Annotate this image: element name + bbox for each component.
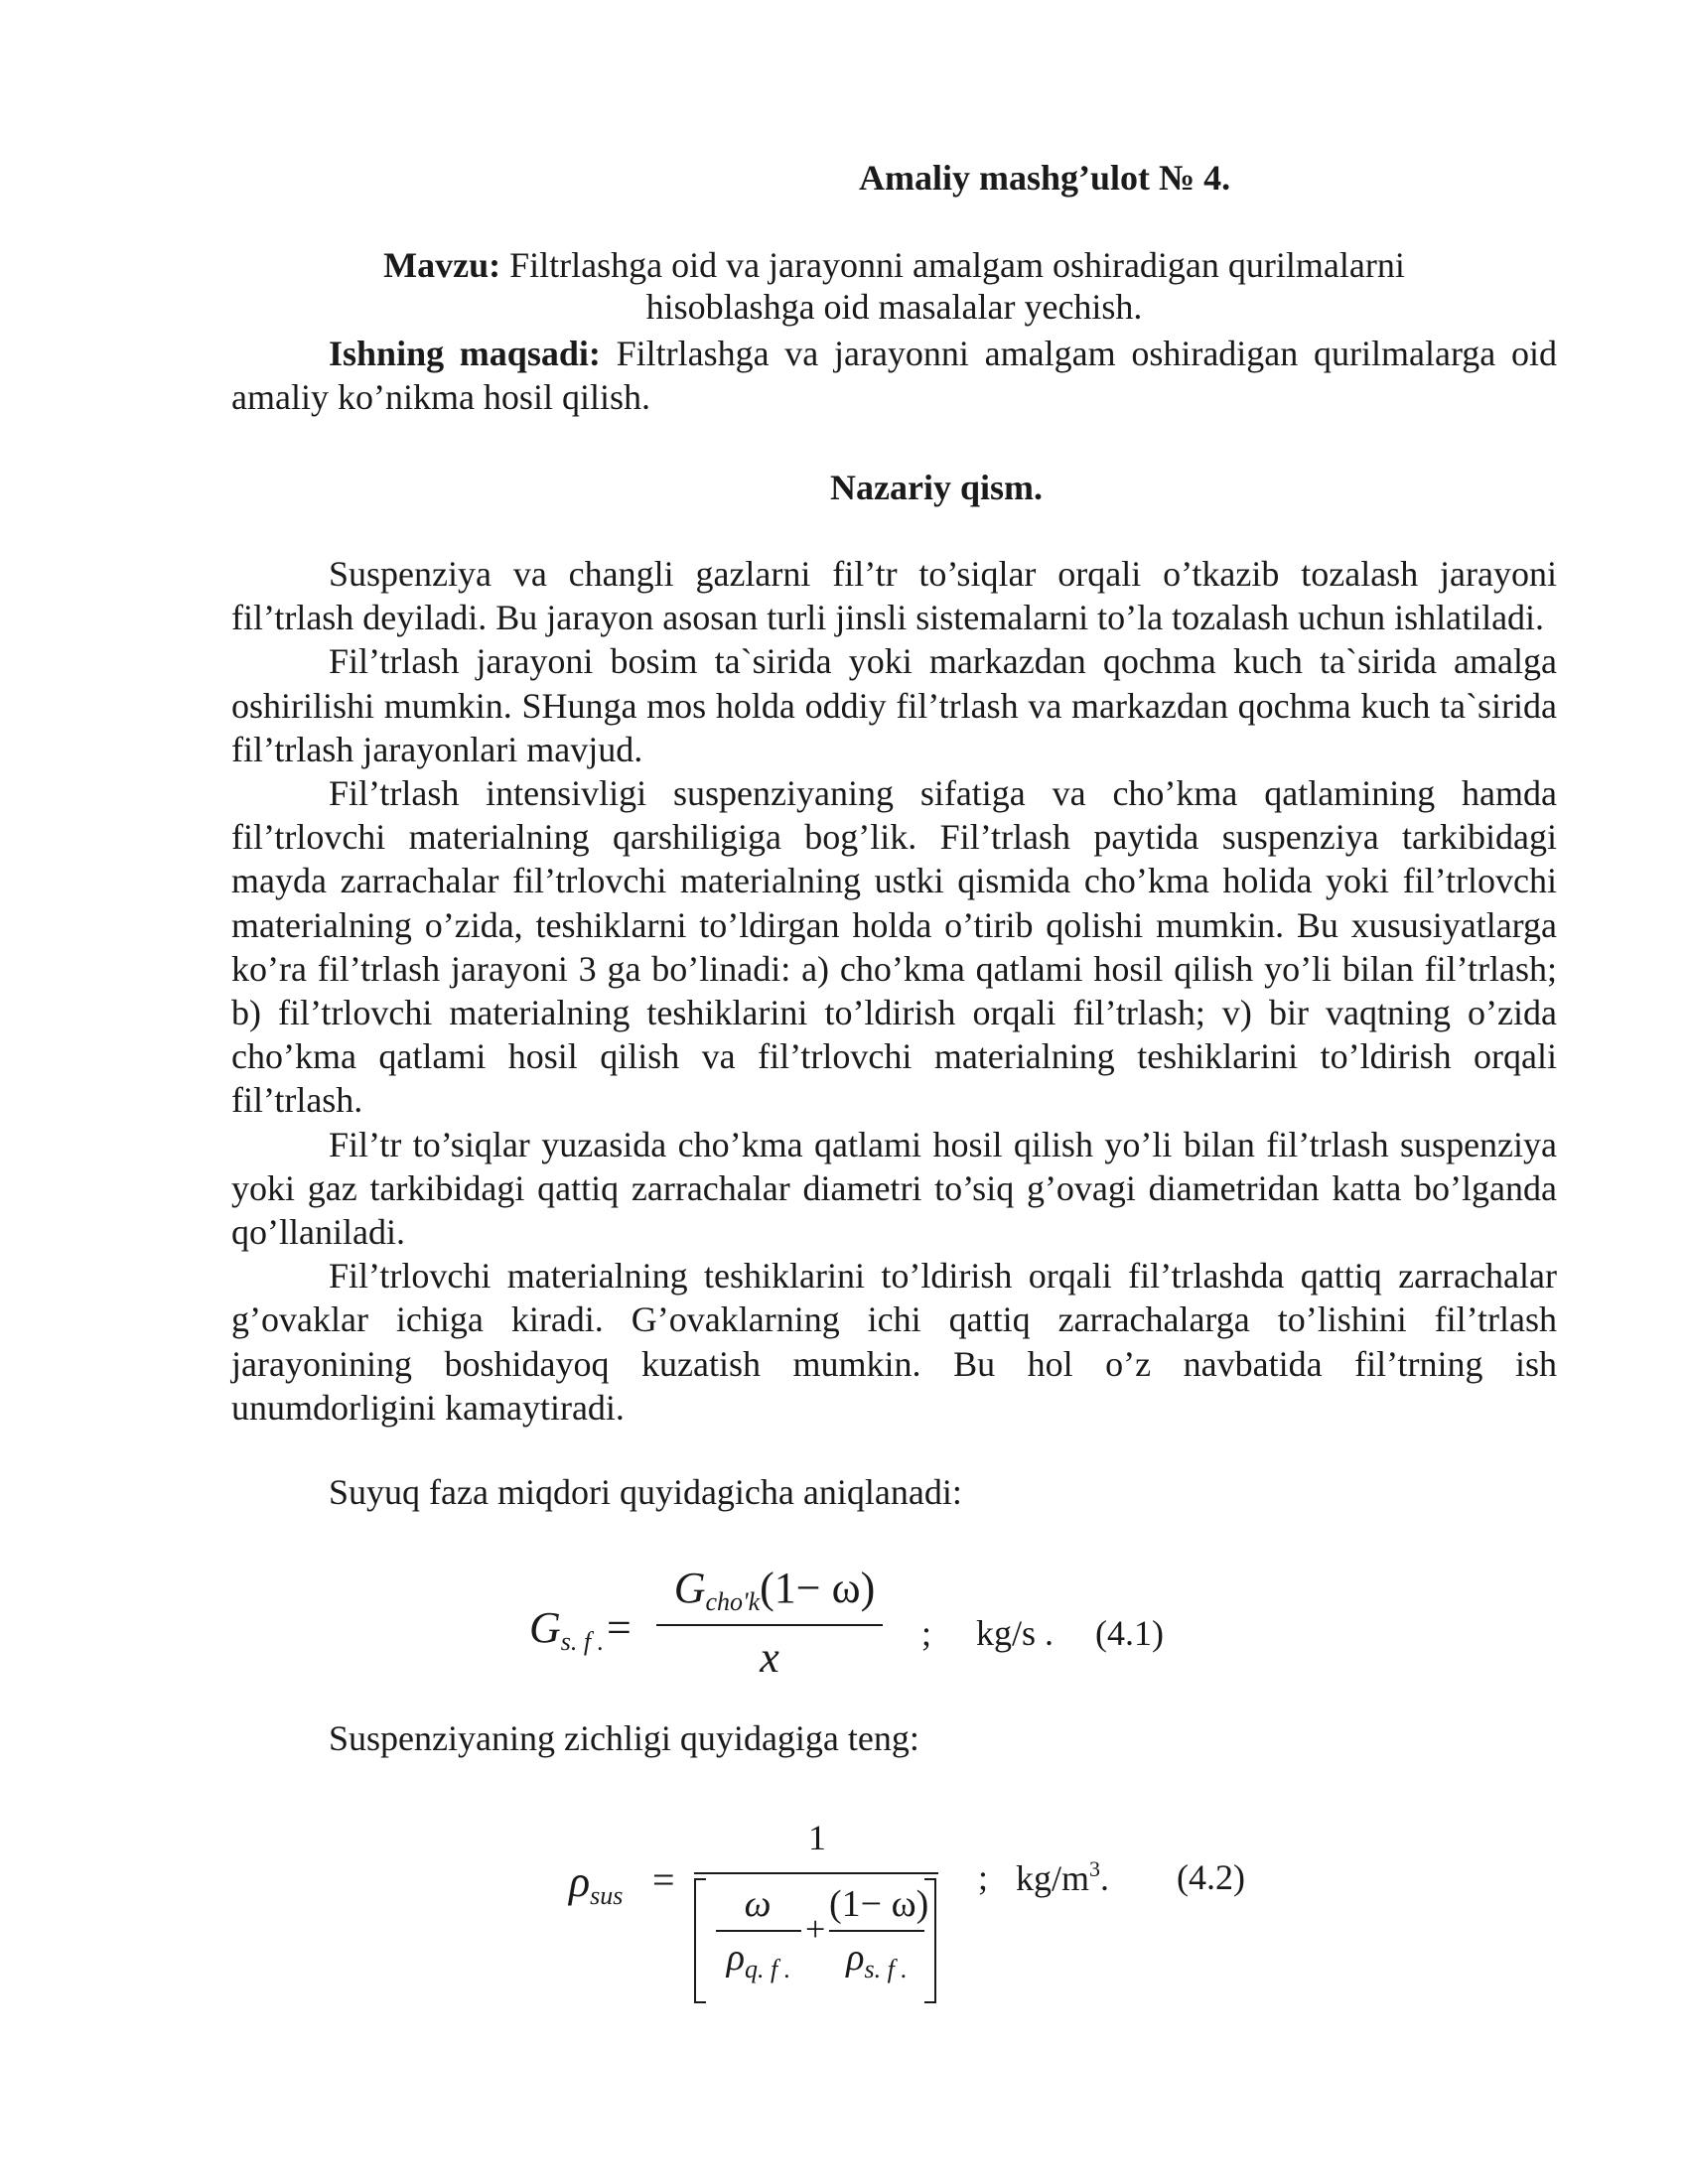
formula2-unit: $kg/m^3$. [1016, 1856, 1110, 1898]
equals-sign: = [652, 1857, 675, 1902]
inner-numerator-1: ω [744, 1883, 772, 1925]
bracket-tick [924, 2001, 936, 2003]
formula1-denominator: x [760, 1633, 779, 1682]
formula2-numerator: 1 [808, 1818, 826, 1857]
inner-denominator-2: $\rho_{s. f .}$ [846, 1937, 908, 1983]
goal-block [231, 332, 1557, 419]
paragraph: Fil’trlash intensivligi suspenziyaning sifatiga va cho’kma qatlamining hamda fil’trlovchi materialning qarshiligiga bog’lik. Fil’trlash paytida suspenziya tarkibidagi mayda zarrachalar fil’trlovchi materialning ustki qismida cho’kma holida yoki fil’trlovchi materialning o’zida, teshiklarni to’ldirgan holda o’tirib qolishi mumkin. Bu xususiyatlarga ko’ra fil’trlash jarayoni 3 ga bo’linadi: a) cho’kma qatlami hosil qilish yo’li bilan fil’trlash; b) fil’trlovchi materialning teshiklarini to’ldirish orqali fil’trlash; v) bir vaqtning o’zida cho’kma qatlami hosil qilish va fil’trlovchi materialning teshiklarini to’ldirish orqali fil’trlash. [231, 773, 1557, 1121]
paragraph: Fil’tr to’siqlar yuzasida cho’kma qatlami hosil qilish yo’li bilan fil’trlash suspenziya yoki gaz tarkibidagi qattiq zarrachalar diametri to’siq g’ovagi diametridan katta bo’lganda qo’llaniladi. [231, 1124, 1557, 1253]
inner-fraction-bar [716, 1930, 801, 1932]
document-page [231, 0, 1557, 2184]
bracket-tick [694, 2001, 706, 2003]
formula2-number: (4.2) [1177, 1857, 1245, 1897]
topic-label: Mavzu: [383, 245, 501, 285]
formula1-separator: ; [921, 1613, 932, 1653]
formula-4-2 [569, 1817, 1463, 2015]
bracket-tick [924, 1878, 936, 1880]
bracket-tick [694, 1878, 706, 1880]
paragraph: Fil’trlash jarayoni bosim ta`sirida yoki markazdan qochma kuch ta`sirida amalga oshirilishi mumkin. SHunga mos holda oddiy fil’trlash va markazdan qochma kuch ta`sirida fil’trlash jarayonlari mavjud. [231, 641, 1557, 769]
inner-fraction-bar [829, 1930, 924, 1932]
topic-text-line1: Filtrlashga oid va jarayonni amalgam oshiradigan qurilmalarni [509, 245, 1405, 285]
plus-sign: + [805, 1909, 826, 1949]
formula1-unit: kg/s . [976, 1613, 1055, 1653]
paragraph: Suspenziya va changli gazlarni fil’tr to’siqlar orqali o’tkazib tozalash jarayoni fil’trlash deyiladi. Bu jarayon asosan turli jinsli sistemalarni to’la tozalash uchun ishlatiladi. [231, 554, 1557, 638]
inner-numerator-2: (1− ω) [829, 1883, 929, 1925]
inner-denominator-1: $\rho_{q. f .}$ [726, 1937, 791, 1983]
formula1-numerator: $G_{cho'k}(1- \omega)$ [673, 1564, 876, 1616]
formula1-number: (4.1) [1095, 1613, 1164, 1653]
paragraph: Fil’trlovchi materialning teshiklarini to’ldirish orqali fil’trlashda qattiq zarrachalar g’ovaklar ichiga kiradi. G’ovaklarning ichi qattiq zarrachalarga to’lishini fil’trlash jarayonining boshidayoq kuzatish mumkin. Bu hol o’z navbatida fil’trning ish unumdorligini kamaytiradi. [231, 1256, 1557, 1428]
formula2-lhs: $\rho_{sus}$ [569, 1857, 624, 1910]
topic-block [231, 244, 1557, 328]
formula2-separator: ; [978, 1857, 989, 1897]
formula2-intro: Suspenziyaning zichligi quyidagiga teng: [329, 1718, 919, 1758]
section-title: Nazariy qism. [830, 468, 1043, 507]
formula1-intro: Suyuq faza miqdori quyidagicha aniqlanadi: [329, 1472, 962, 1512]
formula-4-1 [529, 1563, 1423, 1702]
topic-text-line2: hisoblashga oid masalalar yechish. [645, 287, 1143, 327]
page-title: Amaliy mashg’ulot № 4. [859, 158, 1231, 198]
body-text [231, 552, 1557, 1430]
fraction-bar [656, 1624, 883, 1626]
goal-label: Ishning maqsadi: [329, 334, 601, 373]
goal-text: Filtrlashga va jarayonni amalgam oshiradigan qurilmalarga oid amaliy ko’nikma hosil qilish. [231, 334, 1557, 417]
formula1-lhs: $G_{s. f .}$ [529, 1603, 605, 1656]
equals-sign: = [607, 1603, 632, 1652]
fraction-bar [694, 1872, 938, 1874]
